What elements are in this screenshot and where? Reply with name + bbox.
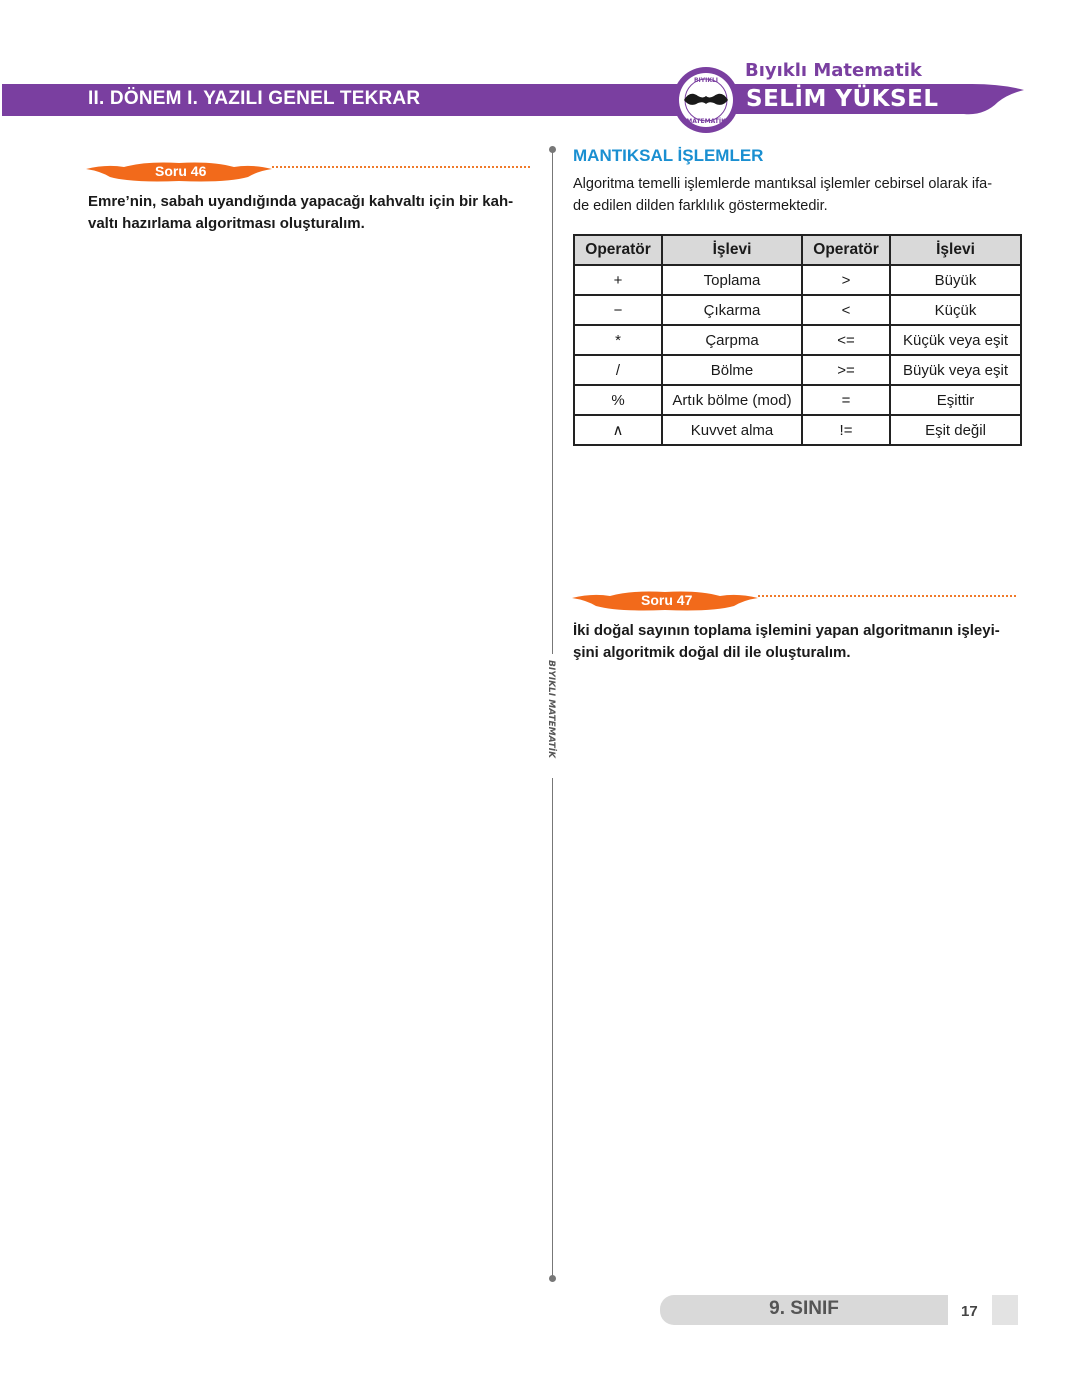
divider-arrow-top [549, 146, 556, 153]
table-header-cell: Operatör [574, 235, 662, 265]
brand-title: Bıyıklı Matematik [745, 60, 922, 81]
soru-47-line-1: İki doğal sayının toplama işlemini yapan algoritmanın işleyi- [573, 622, 1000, 639]
soru-47-label: Soru 47 [641, 592, 693, 608]
table-cell: − [574, 295, 662, 325]
table-cell: % [574, 385, 662, 415]
page-number-box [992, 1295, 1018, 1325]
table-row [574, 265, 1021, 295]
table-cell: Bölme [662, 355, 802, 385]
svg-text:BIYIKLI: BIYIKLI [693, 77, 719, 84]
table-row [574, 325, 1021, 355]
svg-text:MATEMATİK: MATEMATİK [686, 118, 726, 125]
table-cell: * [574, 325, 662, 355]
section-description-line-2: de edilen dilden farklılık göstermektedir. [573, 198, 828, 214]
table-row [574, 355, 1021, 385]
soru-47-line-2: şini algoritmik doğal dil ile oluşturalım. [573, 644, 851, 661]
soru-47-text [573, 620, 1023, 664]
table-row [574, 385, 1021, 415]
table-cell: Kuvvet alma [662, 415, 802, 445]
table-cell: Eşittir [890, 385, 1021, 415]
table-cell: Çıkarma [662, 295, 802, 325]
side-vertical-label [545, 658, 559, 774]
logical-operators-table [573, 234, 1022, 446]
table-cell: + [574, 265, 662, 295]
table-row [574, 295, 1021, 325]
table-cell: != [802, 415, 890, 445]
table-cell: Eşit değil [890, 415, 1021, 445]
table-header-cell: İşlevi [662, 235, 802, 265]
table-cell: Küçük [890, 295, 1021, 325]
page-header-title: II. DÖNEM I. YAZILI GENEL TEKRAR [88, 88, 421, 109]
table-header-cell: İşlevi [890, 235, 1021, 265]
column-divider-bottom [552, 778, 553, 1278]
soru-47-dotted-line [758, 595, 1016, 597]
divider-arrow-bottom [549, 1275, 556, 1282]
page-number: 17 [961, 1303, 978, 1320]
author-name: SELİM YÜKSEL [746, 86, 939, 112]
table-cell: Artık bölme (mod) [662, 385, 802, 415]
table-cell: <= [802, 325, 890, 355]
table-cell: / [574, 355, 662, 385]
table-cell: = [802, 385, 890, 415]
table-cell: > [802, 265, 890, 295]
section-description-line-1: Algoritma temelli işlemlerde mantıksal işlemler cebirsel olarak ifa- [573, 176, 993, 192]
svg-text:BIYIKLI MATEMATİK: BIYIKLI MATEMATİK [546, 660, 556, 759]
soru-46-text [88, 191, 538, 235]
table-header-row [574, 235, 1021, 265]
soru-46-dotted-line [272, 166, 530, 168]
table-cell: ∧ [574, 415, 662, 445]
table-cell: >= [802, 355, 890, 385]
section-description [573, 173, 1023, 217]
table-cell: Büyük [890, 265, 1021, 295]
table-cell: Toplama [662, 265, 802, 295]
table-row [574, 415, 1021, 445]
soru-46-line-2: valtı hazırlama algoritması oluşturalım. [88, 215, 365, 232]
table-cell: < [802, 295, 890, 325]
table-cell: Çarpma [662, 325, 802, 355]
table-cell: Küçük veya eşit [890, 325, 1021, 355]
column-divider-top [552, 148, 553, 654]
section-title: MANTIKSAL İŞLEMLER [573, 146, 764, 165]
soru-46-label: Soru 46 [155, 163, 207, 179]
footer-grade: 9. SINIF [769, 1298, 839, 1319]
table-cell: Büyük veya eşit [890, 355, 1021, 385]
table-header-cell: Operatör [802, 235, 890, 265]
soru-46-line-1: Emre’nin, sabah uyandığında yapacağı kahvaltı için bir kah- [88, 193, 514, 210]
